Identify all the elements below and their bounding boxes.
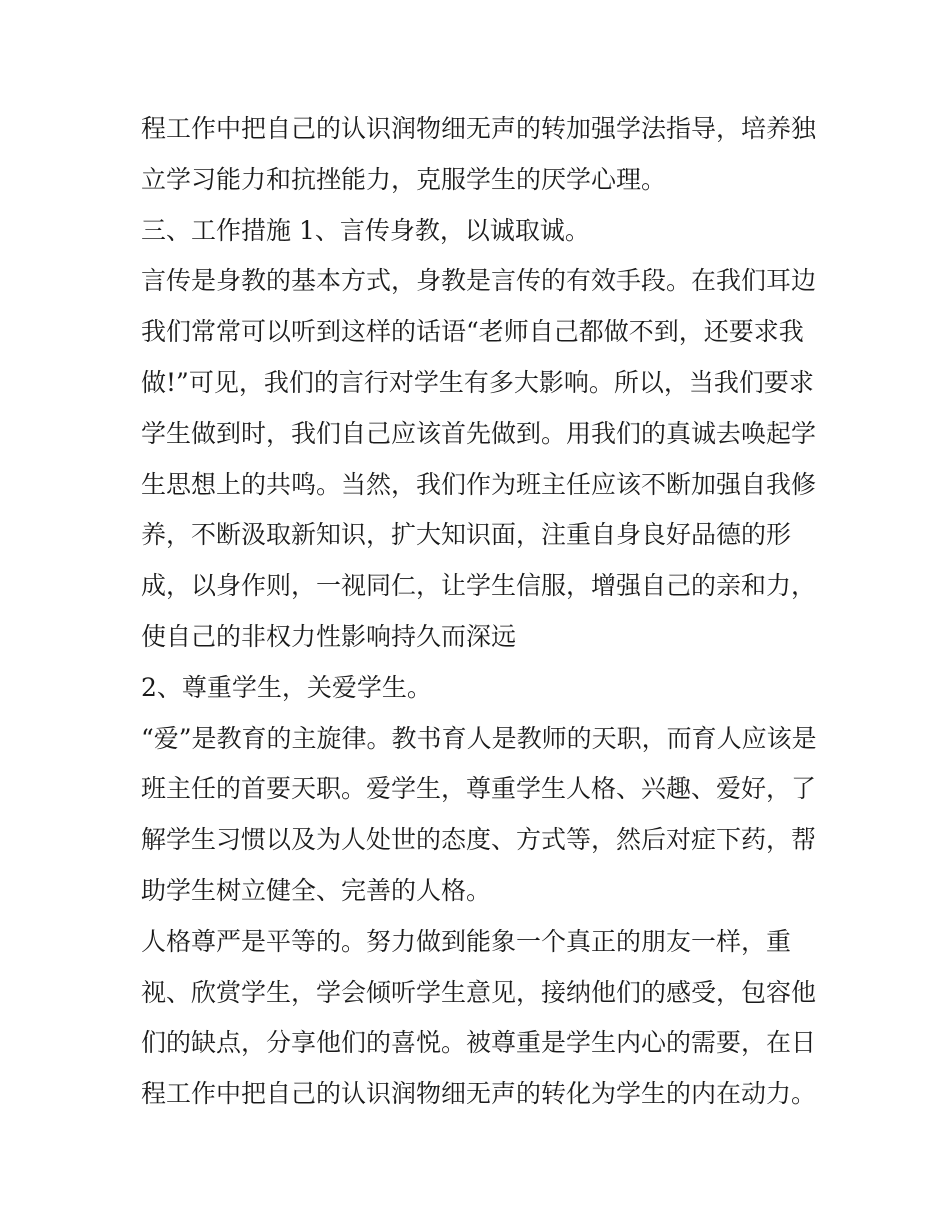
text-line: 生思想上的共鸣。当然，我们作为班主任应该不断加强自我修 xyxy=(141,469,817,499)
text-line: 言传是身教的基本方式，身教是言传的有效手段。在我们耳边 xyxy=(141,266,817,296)
text-line: 做!”可见，我们的言行对学生有多大影响。所以，当我们要求 xyxy=(141,367,814,397)
text-line: 助学生树立健全、完善的人格。 xyxy=(141,875,492,905)
text-line: 解学生习惯以及为人处世的态度、方式等，然后对症下药，帮 xyxy=(141,825,817,855)
text-line: 视、欣赏学生，学会倾听学生意见，接纳他们的感受，包容他 xyxy=(141,977,817,1007)
text-line: 们的缺点，分享他们的喜悦。被尊重是学生内心的需要，在日 xyxy=(141,1028,817,1058)
text-line: 成，以身作则，一视同仁，让学生信服，增强自己的亲和力， xyxy=(141,571,817,601)
text-line: 程工作中把自己的认识润物细无声的转化为学生的内在动力。 xyxy=(141,1079,817,1109)
text-line: 养，不断汲取新知识，扩大知识面，注重自身良好品德的形 xyxy=(141,520,792,550)
text-line: 学生做到时，我们自己应该首先做到。用我们的真诚去唤起学 xyxy=(141,418,817,448)
text-line: 程工作中把自己的认识润物细无声的转加强学法指导，培养独 xyxy=(141,114,817,143)
section-heading: 三、工作措施 1、言传身教，以诚取诚。 xyxy=(141,215,590,245)
text-line: 我们常常可以听到这样的话语“老师自己都做不到，还要求我 xyxy=(141,317,804,347)
text-line: 人格尊严是平等的。努力做到能象一个真正的朋友一样，重 xyxy=(141,926,792,956)
subsection-heading: 2、尊重学生，关爱学生。 xyxy=(141,672,432,702)
text-line: 班主任的首要天职。爱学生，尊重学生人格、兴趣、爱好，了 xyxy=(141,774,817,804)
text-line: 立学习能力和抗挫能力，克服学生的厌学心理。 xyxy=(141,164,667,194)
text-line: 使自己的非权力性影响持久而深远 xyxy=(141,621,517,651)
text-line: “爱”是教育的主旋律。教书育人是教师的天职，而育人应该是 xyxy=(141,723,817,753)
body-text xyxy=(141,104,831,1120)
